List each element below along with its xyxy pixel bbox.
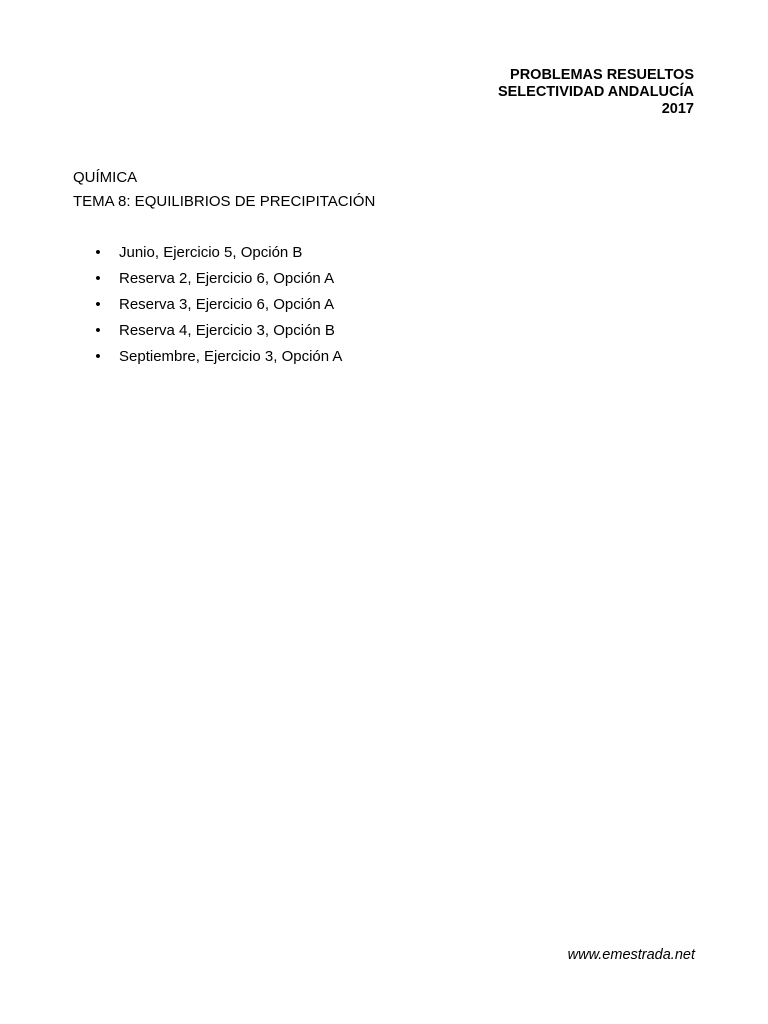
bullet-icon: •: [95, 322, 101, 339]
header-title: PROBLEMAS RESUELTOS: [510, 67, 694, 83]
exercise-label: Reserva 3, Ejercicio 6, Opción A: [119, 296, 335, 313]
document-header: [498, 67, 694, 118]
exercise-label: Septiembre, Ejercicio 3, Opción A: [119, 348, 343, 365]
bullet-icon: •: [95, 348, 101, 365]
topic-heading: TEMA 8: EQUILIBRIOS DE PRECIPITACIÓN: [73, 193, 376, 210]
header-year: 2017: [661, 101, 694, 117]
subject-heading: QUÍMICA: [73, 169, 138, 186]
bullet-icon: •: [95, 296, 101, 313]
exercise-label: Reserva 4, Ejercicio 3, Opción B: [119, 322, 335, 339]
bullet-icon: •: [95, 244, 101, 261]
exercise-label: Reserva 2, Ejercicio 6, Opción A: [119, 270, 335, 287]
bullet-icon: •: [95, 270, 101, 287]
header-subtitle: SELECTIVIDAD ANDALUCÍA: [497, 84, 694, 100]
website-footer: www.emestrada.net: [567, 947, 695, 963]
exercise-label: Junio, Ejercicio 5, Opción B: [119, 244, 303, 261]
